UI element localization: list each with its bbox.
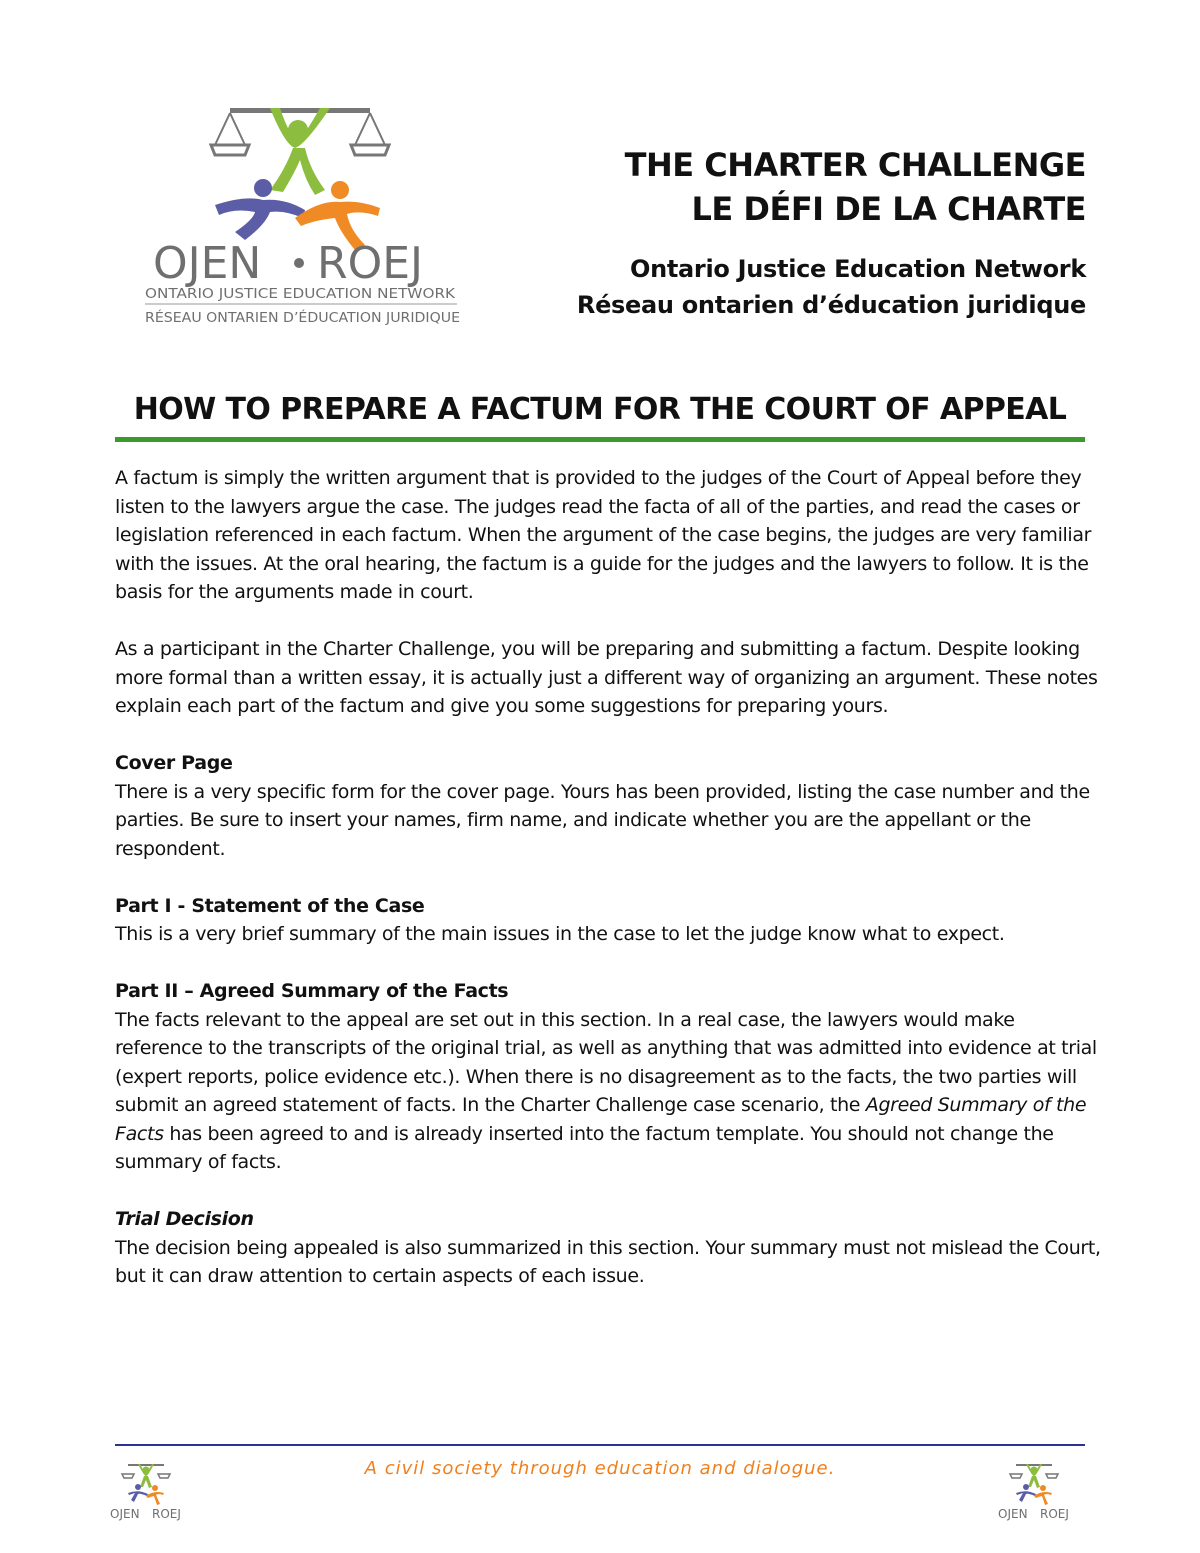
section-part-2	[115, 977, 1105, 1177]
intro-paragraph-1: A factum is simply the written argument that is provided to the judges of the Court of Appeal before they listen to the lawyers argue the case. The judges read the facta of all of the parties, and read the cases or legislation referenced in each factum. When the argument of the case begins, the judges are very familiar with the issues. At the oral hearing, the factum is a guide for the judges and the lawyers to follow. It is the basis for the arguments made in court.	[115, 467, 1092, 603]
section-heading: Trial Decision	[115, 1208, 254, 1230]
italic-term: Agreed Summary of the Facts	[115, 1094, 1087, 1145]
footer-logo-right	[996, 1460, 1072, 1522]
main-heading: HOW TO PREPARE A FACTUM FOR THE COURT OF APPEAL	[133, 392, 1067, 427]
title-fr: LE DÉFI DE LA CHARTE	[691, 190, 1086, 228]
section-heading: Part II – Agreed Summary of the Facts	[115, 980, 509, 1002]
section-trial-decision	[115, 1205, 1105, 1291]
footer-tagline: A civil society through education and dialogue.	[364, 1458, 836, 1479]
section-text: This is a very brief summary of the main issues in the case to let the judge know what to expect.	[115, 923, 1005, 945]
footer-logo-left	[108, 1460, 184, 1522]
wordmark-right: ROEJ	[1040, 1507, 1069, 1521]
intro-paragraph-2: As a participant in the Charter Challenge, you will be preparing and submitting a factum. Despite looking more formal than a written essay, it is actually just a different way of organizing an argument. These notes explain each part of the factum and give you some suggestions for preparing yours.	[115, 638, 1098, 717]
section-part-1	[115, 892, 1105, 949]
wordmark-right: ROEJ	[317, 238, 423, 289]
wordmark-left: OJEN	[153, 238, 262, 289]
section-text: The decision being appealed is also summarized in this section. Your summary must not mislead the Court, but it can draw attention to certain aspects of each issue.	[115, 1236, 1101, 1287]
heading-rule	[115, 437, 1085, 442]
org-name-fr: Réseau ontarien d’éducation juridique	[576, 291, 1086, 319]
wordmark-left: OJEN	[998, 1507, 1028, 1521]
logo-org-en: ONTARIO JUSTICE EDUCATION NETWORK	[145, 287, 456, 302]
section-text: There is a very specific form for the cover page. Yours has been provided, listing the case number and the parties. Be sure to insert your names, firm name, and indicate whether you are the appellant or the respondent.	[115, 780, 1090, 860]
section-text: The facts relevant to the appeal are set out in this section. In a real case, the lawyers would make reference to the transcripts of the original trial, as well as anything that was admitted into evidence at trial (expert reports, police evidence etc.). When there is no disagreement as to the facts, the two parties will submit an agreed statement of facts. In the Charter Challenge case scenario, the Agreed Summary of the Facts has been agreed to and is already inserted into the factum template. You should not change the summary of facts.	[115, 1008, 1097, 1173]
section-cover-page	[115, 749, 1105, 863]
logo-org-fr: RÉSEAU ONTARIEN D’ÉDUCATION JURIDIQUE	[145, 311, 435, 326]
header-titles	[577, 143, 1086, 323]
wordmark-left: OJEN	[110, 1507, 140, 1521]
footer-rule	[115, 1444, 1085, 1446]
section-heading: Cover Page	[115, 752, 233, 774]
title-en: THE CHARTER CHALLENGE	[624, 146, 1086, 184]
ojen-logo	[135, 100, 465, 335]
document-body	[115, 464, 1105, 1319]
section-heading: Part I - Statement of the Case	[115, 894, 425, 917]
org-name-en: Ontario Justice Education Network	[629, 255, 1086, 283]
wordmark-right: ROEJ	[152, 1507, 181, 1521]
